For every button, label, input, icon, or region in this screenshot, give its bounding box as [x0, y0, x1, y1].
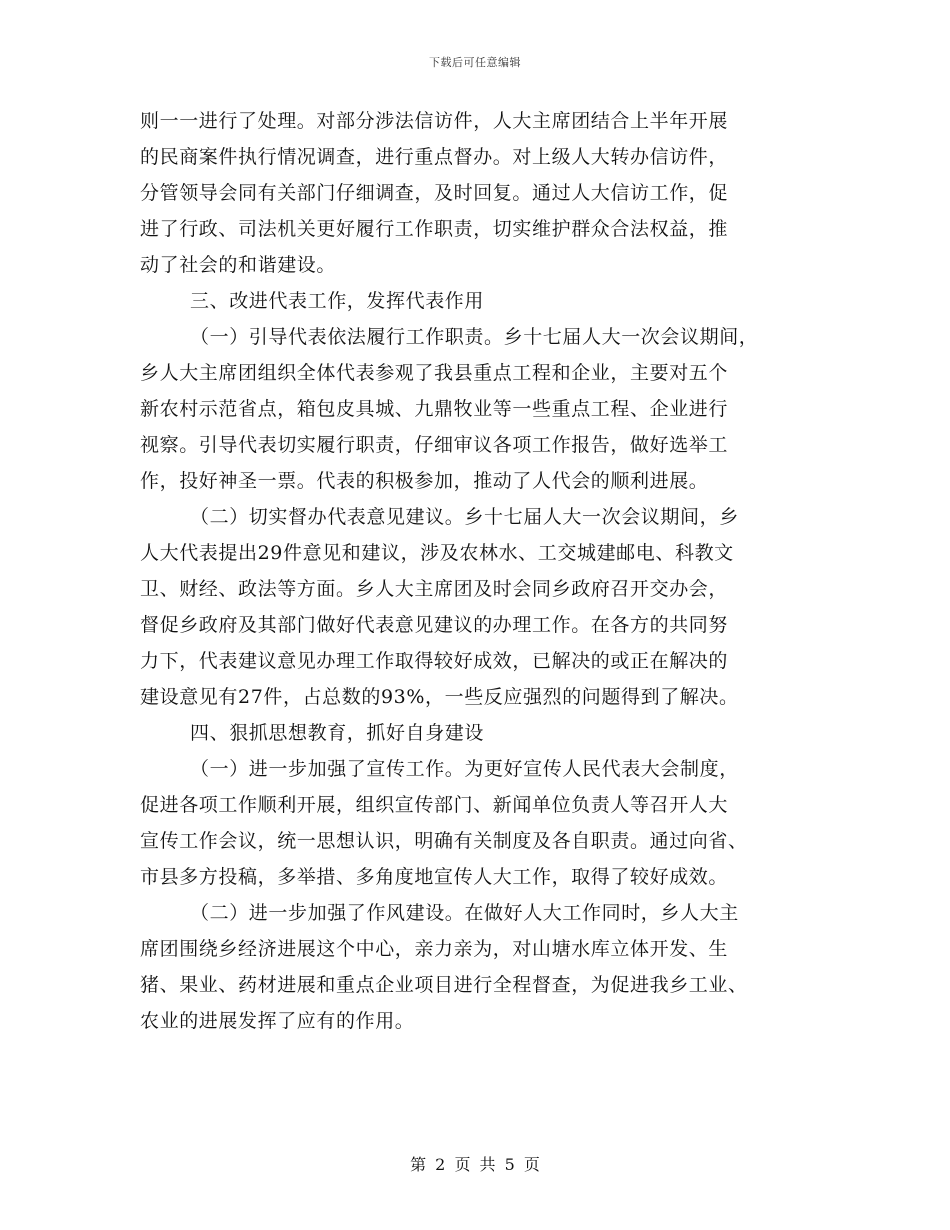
section-heading: 三、改进代表工作，发挥代表作用 — [190, 290, 485, 312]
body-line: 作，投好神圣一票。代表的积极参加，推动了人代会的顺利进展。 — [140, 470, 709, 492]
body-line: 农业的进展发挥了应有的作用。 — [140, 1010, 415, 1032]
body-line: 分管领导会同有关部门仔细调查，及时回复。通过人大信访工作，促 — [140, 182, 729, 204]
body-line: 的民商案件执行情况调查，进行重点督办。对上级人大转办信访件， — [140, 146, 729, 168]
paragraph-start: （二）切实督办代表意见建议。乡十七届人大一次会议期间，乡 — [190, 506, 739, 528]
body-line: 新农村示范省点，箱包皮具城、九鼎牧业等一些重点工程、企业进行 — [140, 398, 729, 420]
document-body — [140, 103, 800, 1039]
body-line: 人大代表提出29件意见和建议，涉及农林水、工交城建邮电、科教文 — [140, 542, 734, 564]
body-line: 乡人大主席团组织全体代表参观了我县重点工程和企业，主要对五个 — [140, 362, 729, 384]
body-line: 进了行政、司法机关更好履行工作职责，切实维护群众合法权益，推 — [140, 218, 729, 240]
body-line: 猪、果业、药材进展和重点企业项目进行全程督查，为促进我乡工业、 — [140, 974, 748, 996]
body-line: 促进各项工作顺利开展，组织宣传部门、新闻单位负责人等召开人大 — [140, 794, 729, 816]
body-line: 视察。引导代表切实履行职责，仔细审议各项工作报告，做好选举工 — [140, 434, 729, 456]
body-line: 市县多方投稿，多举措、多角度地宣传人大工作，取得了较好成效。 — [140, 866, 729, 888]
body-line: 则一一进行了处理。对部分涉法信访件，人大主席团结合上半年开展 — [140, 110, 729, 132]
section-heading: 四、狠抓思想教育，抓好自身建设 — [190, 722, 485, 744]
body-line: 卫、财经、政法等方面。乡人大主席团及时会同乡政府召开交办会， — [140, 578, 729, 600]
paragraph-start: （一）进一步加强了宣传工作。为更好宣传人民代表大会制度， — [190, 758, 739, 780]
body-line: 督促乡政府及其部门做好代表意见建议的办理工作。在各方的共同努 — [140, 614, 729, 636]
paragraph-start: （一）引导代表依法履行工作职责。乡十七届人大一次会议期间， — [190, 326, 759, 348]
body-line: 席团围绕乡经济进展这个中心，亲力亲为，对山塘水库立体开发、生 — [140, 938, 729, 960]
page-number: 第 2 页 共 5 页 — [410, 1155, 540, 1174]
body-line: 力下，代表建议意见办理工作取得较好成效，已解决的或正在解决的 — [140, 650, 729, 672]
body-line: 动了社会的和谐建设。 — [140, 254, 337, 276]
page-header-note: 下载后可任意编辑 — [429, 56, 521, 69]
paragraph-start: （二）进一步加强了作风建设。在做好人大工作同时，乡人大主 — [190, 902, 739, 924]
body-line: 宣传工作会议，统一思想认识，明确有关制度及各自职责。通过向省、 — [140, 830, 748, 852]
body-line: 建设意见有27件，占总数的93%，一些反应强烈的问题得到了解决。 — [140, 686, 739, 708]
